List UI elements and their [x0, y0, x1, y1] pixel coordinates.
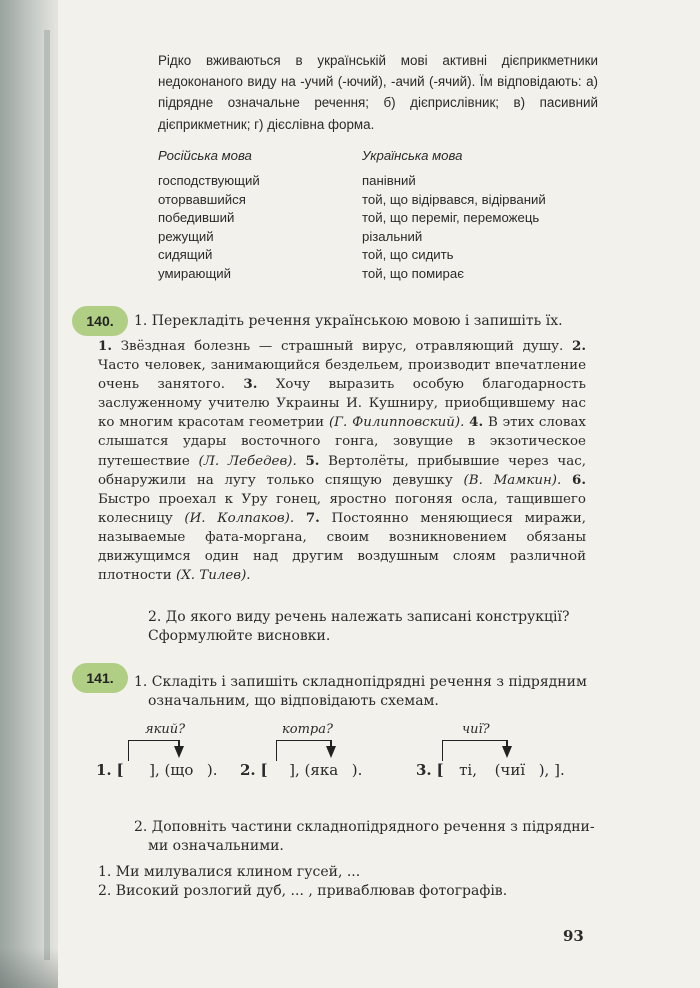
vocab-ru-word: режущий: [158, 228, 214, 244]
sentence-author: (Х. Тилев).: [176, 568, 251, 584]
sentence-number: 1.: [98, 338, 112, 354]
page-number: 93: [563, 927, 584, 945]
vocab-uk-word: той, що сидить: [362, 247, 454, 262]
sentence-text: Хочу выразить особую благодарность заслуженному учителю Украины И. Кушниру, приобщившему нас ко многим красотам геометрии: [98, 377, 586, 431]
exercise-141-task-2-line-2: ми означальними.: [148, 838, 284, 854]
sentence-text: Звёздная болезнь — страшный вирус, отравляющий душу.: [120, 339, 564, 354]
sentence-number: 5.: [305, 452, 320, 469]
sentence-author: (В. Мамкин).: [463, 472, 562, 488]
sentence-text: В этих словах слышатся удары восточного гонга, зовущие в экзотическое путешествие: [98, 415, 586, 469]
sentence-number: 6.: [572, 471, 587, 488]
scheme-1-clause: (що: [164, 761, 194, 779]
exercise-141-item-1: 1. Ми милувалися клином гусей, ...: [98, 864, 361, 880]
sentence-number: 3.: [243, 376, 258, 393]
vocab-uk-word: той, що відірвався, відірваний: [362, 191, 546, 207]
scheme-2-connector: [276, 740, 331, 761]
binding-edge: [44, 30, 50, 960]
vocab-ru-word: умирающий: [158, 265, 232, 281]
vocab-ru-word: сидящий: [158, 247, 213, 262]
scheme-1-connector: [128, 740, 179, 761]
scheme-2-close-bracket: ],: [289, 761, 300, 779]
scheme-3-open-bracket: [: [436, 761, 444, 779]
exercise-140-task-1: 1. Перекладіть речення українською мовою і запишіть їх.: [134, 313, 563, 329]
scheme-1: [96, 761, 218, 779]
scheme-2-clause: (яка: [304, 761, 339, 779]
scheme-2: [240, 761, 362, 779]
scheme-3-end: ), ].: [538, 761, 565, 779]
exercise-140-task-2-line-2: Сформулюйте висновки.: [148, 628, 331, 644]
scheme-3-connector: [442, 740, 507, 761]
sentence-text: Быстро проехал к Уру гонец, яростно погоняя осла, тащившего колесницу: [98, 491, 586, 526]
sentence-number: 7.: [305, 509, 320, 526]
exercise-141-badge: 141.: [72, 663, 128, 693]
vocab-uk-word: різальний: [362, 228, 423, 244]
scheme-1-number: 1.: [96, 761, 112, 779]
scheme-3-clause: (чиї: [494, 761, 526, 779]
vocab-ru-word: господствующий: [158, 173, 260, 188]
exercise-141-item-2: 2. Високий розлогий дуб, ... , приваблював фотографів.: [98, 883, 508, 899]
exercise-140-badge: 140.: [72, 306, 128, 336]
vocab-russian-column: [158, 172, 260, 283]
vocab-uk-word: той, що переміг, переможець: [362, 210, 540, 225]
scheme-2-number: 2.: [240, 761, 256, 779]
exercise-141-task-1-line-2: означальним, що відповідають схемам.: [148, 693, 439, 709]
sentence-text: Постоянно меняющиеся миражи, называемые фата-моргана, своим возникновением обязаны движущимся один над другим воздушным слоям различной плотности: [98, 510, 587, 584]
scheme-3-arrow-icon: [502, 746, 512, 758]
vocab-ru-word: оторвавшийся: [158, 191, 246, 207]
scheme-3: [416, 761, 565, 779]
scheme-1-question: який?: [145, 722, 186, 737]
scheme-2-question: котра?: [282, 722, 333, 737]
scheme-3-inner: ті,: [459, 761, 477, 779]
scheme-3-number: 3.: [416, 761, 432, 779]
exercise-140-russian-text: [98, 337, 586, 585]
vocab-header-ukrainian: Українська мова: [362, 148, 463, 163]
scheme-1-close-bracket: ],: [149, 761, 160, 779]
scheme-1-end: ).: [206, 761, 218, 779]
scheme-3-question: чиї?: [462, 722, 490, 737]
sentence-author: (Г. Филипповский).: [328, 415, 465, 431]
vocab-uk-word: панівний: [362, 173, 416, 188]
binding-bottom-shadow: [0, 948, 58, 988]
page-binding-shadow: [0, 0, 58, 988]
scheme-1-arrow-icon: [174, 746, 184, 758]
sentence-text: Вертолёты, прибывшие через час, обнаружили на лугу только спящую девушку: [98, 453, 586, 488]
intro-text: Рідко вживаються в українській мові активні дієприкметники недоконаного виду на -учий (-ючий), -ачий (-ячий). Їм відповідають: а) підрядне означальне речення; б) дієприслівник; в) пасивний дієприкметник; г) дієслівна форма.: [158, 53, 598, 132]
sentence-number: 2.: [572, 338, 586, 354]
sentence-author: (Л. Лебедев).: [198, 453, 297, 469]
vocab-ru-word: победивший: [158, 210, 235, 225]
scheme-2-end: ).: [351, 761, 363, 779]
sentence-number: 4.: [469, 414, 484, 431]
exercise-141-task-1-line-1: 1. Складіть і запишіть складнопідрядні речення з підрядним: [134, 674, 587, 690]
vocab-uk-word: той, що помирає: [362, 265, 464, 281]
vocab-header-russian: Російська мова: [158, 148, 252, 163]
intro-rule-box: [158, 50, 598, 135]
exercise-141-task-2-line-1: 2. Доповніть частини складнопідрядного речення з підрядни-: [134, 819, 595, 835]
scheme-2-arrow-icon: [326, 746, 336, 758]
scheme-2-open-bracket: [: [260, 761, 268, 779]
sentence-author: (И. Колпаков).: [184, 510, 295, 526]
sentence-text: Часто человек, занимающийся бездельем, производит впечатление очень занятого.: [98, 358, 586, 393]
vocab-ukrainian-column: [362, 172, 546, 283]
exercise-140-task-2-line-1: 2. До якого виду речень належать записані конструкції?: [148, 609, 570, 625]
scheme-1-open-bracket: [: [116, 761, 124, 779]
